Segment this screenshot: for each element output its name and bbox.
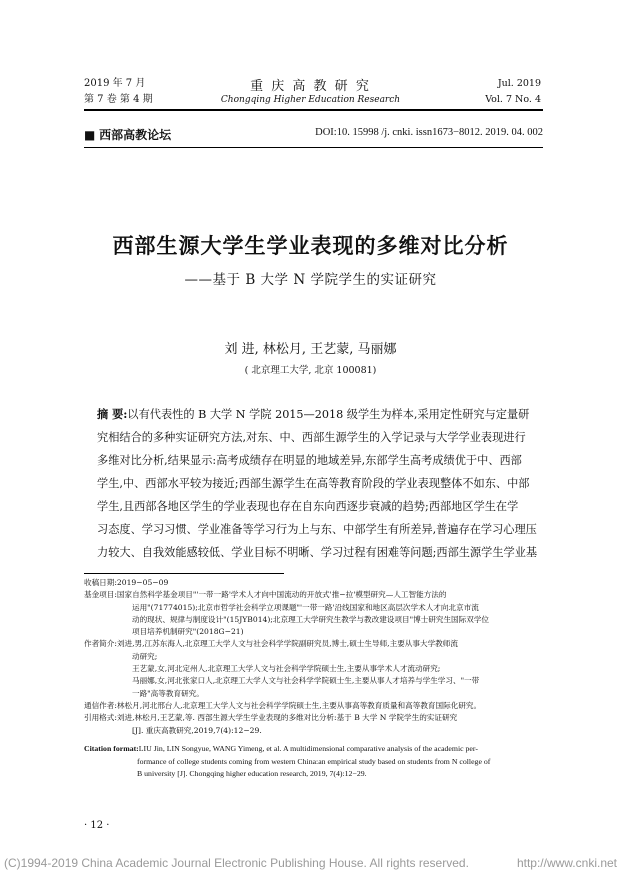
footnote-line: 动研究; — [132, 651, 158, 661]
abstract-line: 摘 要:以有代表性的 B 大学 N 学院 2015—2018 级学生为样本,采用定性研究与定量研 — [97, 407, 530, 421]
footnote-line: 作者简介:刘进,男,江苏东海人,北京理工大学人文与社会科学学院副研究员,博士,硕士生导师,主要从事大学教师流 — [84, 639, 458, 649]
section-rule — [84, 147, 543, 148]
section-name: 西部高教论坛 — [99, 128, 172, 142]
footnote-line: 王艺蒙,女,河北定州人,北京理工大学人文与社会科学学院硕士生,主要从事学术人才流动研究; — [132, 664, 441, 674]
section-heading — [84, 126, 171, 143]
header-date-en: Jul. 2019 — [497, 78, 541, 89]
header-rule — [84, 109, 543, 111]
footnote-line: 动的现状、规律与制度设计"(15JYB014);北京理工大学研究生教学与教改建设项目"博士研究生国际双学位 — [132, 614, 490, 624]
abstract-line: 多维对比分析,结果显示:高考成绩存在明显的地域差异,东部学生高考成绩优于中、西部 — [97, 454, 522, 467]
footnote-line: 基金项目:国家自然科学基金项目"'一带一路'学术人才向中国流动的开放式'推−拉'模型研究—人工智能方法的 — [84, 590, 447, 600]
journal-title-cn: 重 庆 高 教 研 究 — [250, 79, 371, 94]
article-authors: 刘 进, 林松月, 王艺蒙, 马丽娜 — [224, 342, 397, 357]
abstract-line: 究相结合的多种实证研究方法,对东、中、西部生源学生的入学记录与大学学业表现进行 — [97, 431, 526, 444]
footnote-rule — [84, 573, 284, 574]
footnote-line: 收稿日期:2019−05−09 — [84, 578, 169, 587]
abstract — [97, 403, 541, 564]
abstract-line: 力较大、自我效能感较低、学业目标不明晰、学习过程有困难等问题;西部生源学生学业基 — [97, 546, 538, 559]
citation-label: Citation format: — [84, 744, 139, 753]
article-title: 西部生源大学生学业表现的多维对比分析 — [112, 233, 509, 258]
header-issue-en: Vol. 7 No. 4 — [485, 94, 541, 105]
footnote-line: 一路"高等教育研究。 — [132, 688, 204, 698]
page-number: · 12 · — [84, 820, 110, 831]
section-marker: ■ — [84, 128, 96, 142]
doi: DOI:10. 15998 /j. cnki. issn1673−8012. 2019. 04. 002 — [315, 127, 543, 138]
citation-en — [84, 743, 544, 781]
abstract-line: 学生,且西部各地区学生的学业表现也存在自东向西逐步衰减的趋势;西部地区学生在学 — [97, 500, 519, 513]
citation-line: Citation format:LIU Jin, LIN Songyue, WANG Yimeng, et al. A multidimensional comparative analysis of the academic per- — [84, 744, 478, 753]
header-issue-cn: 第 7 卷 第 4 期 — [84, 94, 153, 105]
article-affiliation: ( 北京理工大学, 北京 100081) — [244, 365, 377, 376]
abstract-line: 学生,中、西部水平较为接近;西部生源学生在高等教育阶段的学业表现整体不如东、中部 — [97, 477, 530, 490]
footnote-line: 运用"(71774015);北京市哲学社会科学立项课题"'一带一路'沿线国家和地区高层次学术人才向北京市流 — [132, 602, 479, 612]
footnote-line: [J]. 重庆高教研究,2019,7(4):12−29. — [132, 725, 262, 735]
footnote-line: 引用格式:刘进,林松月,王艺蒙,等. 西部生源大学生学业表现的多维对比分析:基于 B 大学 N 学院学生的实证研究 — [84, 713, 458, 723]
footnote-line: 马丽娜,女,河北张家口人,北京理工大学人文与社会科学学院硕士生,主要从事人才培养与学生学习、"一带 — [132, 676, 480, 686]
abstract-label: 摘 要: — [97, 407, 128, 421]
header-date-cn: 2019 年 7 月 — [84, 78, 146, 89]
footnote-line: 通信作者:林松月,河北邢台人,北京理工大学人文与社会科学学院硕士生,主要从事高等教育质量和高等教育国际化研究。 — [84, 700, 482, 710]
footnote-line: 项目培养机制研究"(2018G−21) — [132, 627, 244, 637]
cnki-link[interactable]: http://www.cnki.net — [516, 856, 617, 870]
copyright-text: (C)1994-2019 China Academic Journal Electronic Publishing House. All rights reserved. — [4, 856, 469, 870]
citation-line: B university [J]. Chongqing higher education research, 2019, 7(4):12−29. — [137, 769, 367, 778]
footnotes — [84, 577, 544, 737]
abstract-line: 习态度、学习习惯、学业准备等学习行为上与东、中部学生有所差异,普遍存在学习心理压 — [97, 523, 537, 536]
citation-line: formance of college students coming from western China:an empirical study based on students from N college of — [137, 756, 491, 766]
article-subtitle: ——基于 B 大学 N 学院学生的实证研究 — [184, 272, 437, 288]
journal-title-en: Chongqing Higher Education Research — [220, 95, 401, 105]
